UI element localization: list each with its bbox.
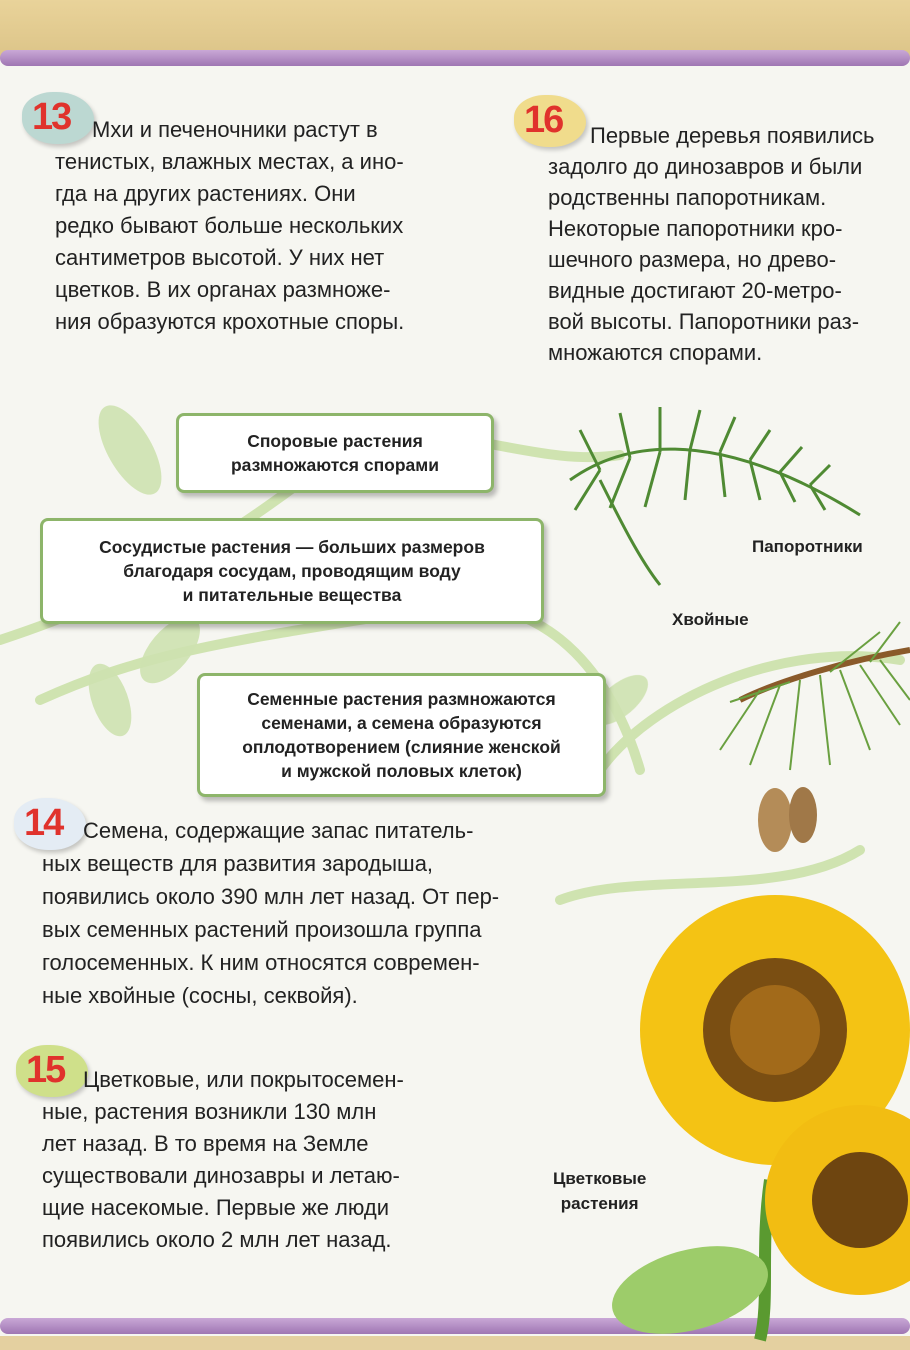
section-number-badge: 15: [16, 1045, 88, 1097]
pine-cone-icon: [758, 788, 792, 852]
label-line: Папоротники: [752, 537, 863, 556]
text-line: размножаются спорами: [230, 455, 439, 475]
text-line: Семена, содержащие запас питатель-: [83, 818, 474, 843]
section-13-text: [55, 114, 404, 338]
text-line: родственны папоротникам.: [548, 185, 827, 210]
text-line: шечного размера, но древо-: [548, 247, 837, 272]
text-line: гда на других растениях. Они: [55, 181, 356, 206]
text-line: редко бывают больше нескольких: [55, 213, 404, 238]
section-number-badge: 16: [514, 95, 586, 147]
text-line: сантиметров высотой. У них нет: [55, 245, 385, 270]
text-line: благодаря сосудам, проводящим воду: [123, 561, 461, 581]
text-line: Сосудистые растения — больших размеров: [99, 537, 485, 557]
text-line: появились около 2 млн лет назад.: [42, 1227, 392, 1252]
text-line: появились около 390 млн лет назад. От пер-: [42, 884, 500, 909]
text-line: оплодотворением (слияние женской: [242, 737, 561, 757]
text-line: задолго до динозавров и были: [548, 154, 863, 179]
text-line: Споровые растения: [247, 431, 423, 451]
text-line: Семенные растения размножаются: [247, 689, 556, 709]
text-line: щие насекомые. Первые же люди: [42, 1195, 390, 1220]
text-line: цветков. В их органах размноже-: [55, 277, 391, 302]
text-line: ные, растения возникли 130 млн: [42, 1099, 377, 1124]
section-number-badge: 13: [22, 92, 94, 144]
spore-plants-box: [176, 413, 494, 493]
text-line: голосеменных. К ним относятся современ-: [42, 950, 480, 975]
text-line: и питательные вещества: [182, 585, 402, 605]
text-line: видные достигают 20-метро-: [548, 278, 842, 303]
label-line: Цветковые: [553, 1169, 647, 1188]
text-line: вой высоты. Папоротники раз-: [548, 309, 860, 334]
text-line: Первые деревья появились: [590, 123, 875, 148]
text-line: вых семенных растений произошла группа: [42, 917, 482, 942]
text-line: Мхи и печеночники растут в: [92, 117, 378, 142]
section-15-text: [42, 1064, 404, 1256]
text-line: Цветковые, или покрытосемен-: [83, 1067, 404, 1092]
sunflower-illustration: [602, 895, 910, 1349]
label-line: растения: [560, 1194, 639, 1213]
text-line: тенистых, влажных местах, а ино-: [55, 149, 404, 174]
text-line: множаются спорами.: [548, 340, 763, 365]
vascular-plants-box: [40, 518, 544, 624]
seed-plants-box: [197, 673, 606, 797]
text-line: Некоторые папоротники кро-: [548, 216, 843, 241]
label-line: Хвойные: [672, 610, 749, 629]
text-line: ния образуются крохотные споры.: [55, 309, 405, 334]
text-line: семенами, а семена образуются: [261, 713, 542, 733]
section-number-badge: 14: [14, 798, 86, 850]
conifers-label: [672, 607, 749, 632]
ferns-label: [752, 534, 863, 559]
flowering-plants-label: [553, 1166, 646, 1216]
text-line: и мужской половых клеток): [281, 761, 522, 781]
text-line: существовали динозавры и летаю-: [42, 1163, 400, 1188]
text-line: лет назад. В то время на Земле: [42, 1131, 369, 1156]
text-line: ные хвойные (сосны, секвойя).: [42, 983, 358, 1008]
section-16-text: [548, 120, 874, 368]
text-line: ных веществ для развития зародыша,: [42, 851, 434, 876]
section-14-text: [42, 814, 499, 1012]
